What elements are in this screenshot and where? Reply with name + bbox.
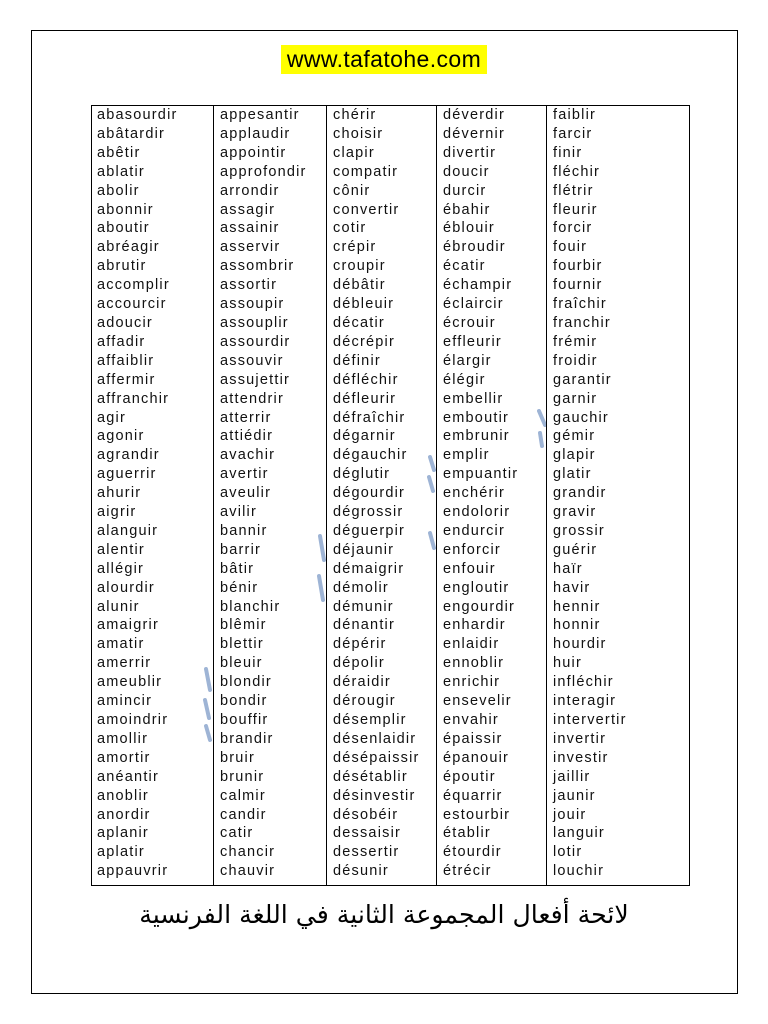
verb-cell: garnir: [553, 390, 598, 407]
verb-cell: crépir: [333, 239, 377, 256]
verb-cell: déverdir: [443, 107, 505, 123]
verb-cell: étourdir: [443, 844, 502, 861]
verb-cell: bondir: [220, 693, 268, 710]
verb-cell: cotir: [333, 220, 367, 237]
verb-cell: honnir: [553, 617, 601, 634]
verb-cell: finir: [553, 144, 583, 161]
verb-cell: aguerrir: [97, 466, 157, 483]
verb-cell: haïr: [553, 560, 583, 577]
verb-cell: abonnir: [97, 201, 154, 218]
verb-cell: endolorir: [443, 504, 511, 521]
verb-cell: affadir: [97, 333, 146, 350]
verb-cell: dévernir: [443, 125, 505, 142]
verb-cell: barrir: [220, 541, 262, 558]
verb-cell: bruir: [220, 749, 256, 766]
verb-cell: déglutir: [333, 466, 391, 483]
verb-cell: cônir: [333, 182, 371, 199]
verb-cell: applaudir: [220, 125, 291, 142]
verb-cell: jaunir: [553, 787, 596, 804]
verb-cell: époutir: [443, 768, 496, 785]
verb-column: [546, 105, 690, 886]
verb-cell: désétablir: [333, 768, 408, 785]
verb-cell: démolir: [333, 579, 389, 596]
verb-cell: compatir: [333, 163, 399, 180]
verb-cell: aplatir: [97, 844, 145, 861]
verb-cell: brandir: [220, 730, 274, 747]
verb-cell: arrondir: [220, 182, 280, 199]
verb-cell: alentir: [97, 541, 145, 558]
verb-cell: approfondir: [220, 163, 307, 180]
verb-cell: interagir: [553, 693, 617, 710]
verb-cell: abêtir: [97, 144, 141, 161]
verb-cell: hourdir: [553, 636, 607, 653]
verb-cell: bénir: [220, 579, 259, 596]
verb-cell: désemplir: [333, 712, 407, 728]
verb-cell: accourcir: [97, 296, 167, 313]
verb-cell: désépaissir: [333, 749, 420, 766]
verb-cell: abâtardir: [97, 125, 166, 142]
verb-cell: aveulir: [220, 485, 272, 502]
verb-cell: fouir: [553, 239, 588, 256]
verb-cell: croupir: [333, 258, 386, 275]
verb-cell: gauchir: [553, 409, 609, 426]
verb-cell: étrécir: [443, 863, 492, 880]
verb-cell: assoupir: [220, 296, 285, 313]
verb-cell: froidir: [553, 352, 598, 369]
verb-cell: divertir: [443, 144, 497, 161]
verb-cell: estourbir: [443, 806, 511, 823]
verb-cell: effleurir: [443, 333, 502, 350]
verb-cell: convertir: [333, 201, 400, 218]
verb-cell: adoucir: [97, 314, 153, 331]
verb-cell: grossir: [553, 522, 605, 539]
verb-cell: agonir: [97, 428, 145, 445]
verb-cell: dégrossir: [333, 504, 404, 521]
verb-cell: embrunir: [443, 428, 510, 445]
verb-cell: désenlaidir: [333, 730, 417, 747]
verb-cell: infléchir: [553, 674, 614, 691]
verb-cell: blondir: [220, 674, 272, 691]
verb-cell: enchérir: [443, 485, 505, 502]
verb-cell: désinvestir: [333, 787, 416, 804]
verb-cell: enhardir: [443, 617, 506, 634]
verb-cell: élégir: [443, 371, 486, 388]
verb-cell: durcir: [443, 182, 487, 199]
website-url: www.tafatohe.com: [286, 46, 482, 72]
verb-cell: défleurir: [333, 390, 397, 407]
verb-cell: amortir: [97, 749, 151, 766]
verb-cell: flétrir: [553, 182, 594, 199]
verb-cell: doucir: [443, 163, 490, 180]
verb-cell: ensevelir: [443, 693, 512, 710]
verb-cell: établir: [443, 825, 491, 842]
verb-cell: affermir: [97, 371, 156, 388]
verb-cell: avachir: [220, 447, 276, 464]
verb-cell: investir: [553, 749, 609, 766]
verb-cell: amerrir: [97, 655, 152, 672]
verb-cell: jaillir: [553, 768, 591, 785]
verb-cell: ennoblir: [443, 655, 505, 672]
verb-cell: chérir: [333, 107, 377, 123]
verb-cell: faiblir: [553, 107, 597, 123]
verb-cell: farcir: [553, 125, 593, 142]
verb-cell: dégarnir: [333, 428, 396, 445]
verb-cell: calmir: [220, 787, 266, 804]
verb-cell: chancir: [220, 844, 276, 861]
verb-cell: endurcir: [443, 522, 505, 539]
verb-cell: aplanir: [97, 825, 149, 842]
verb-cell: débâtir: [333, 277, 386, 294]
verb-cell: enforcir: [443, 541, 501, 558]
verb-cell: anoblir: [97, 787, 149, 804]
verb-cell: brunir: [220, 768, 265, 785]
verb-column: [91, 105, 213, 886]
verb-cell: éblouir: [443, 220, 495, 237]
verb-cell: huir: [553, 655, 582, 672]
verb-cell: fléchir: [553, 163, 601, 180]
verb-cell: enlaidir: [443, 636, 500, 653]
verb-cell: défléchir: [333, 371, 399, 388]
caption-text: لائحة أفعال المجموعة الثانية في اللغة الفرنسية: [139, 900, 629, 929]
verb-cell: lotir: [553, 844, 583, 861]
verb-cell: équarrir: [443, 787, 503, 804]
verb-cell: dérougir: [333, 693, 396, 710]
verb-cell: frémir: [553, 333, 598, 350]
verb-cell: allégir: [97, 560, 145, 577]
verb-cell: dépolir: [333, 655, 385, 672]
verb-cell: catir: [220, 825, 254, 842]
verb-cell: alourdir: [97, 579, 155, 596]
verb-cell: assortir: [220, 277, 278, 294]
verb-cell: ébroudir: [443, 239, 506, 256]
verb-cell: avilir: [220, 504, 258, 521]
verb-cell: fleurir: [553, 201, 598, 218]
verb-cell: ablatir: [97, 163, 145, 180]
verb-cell: fraîchir: [553, 296, 607, 313]
verb-cell: languir: [553, 825, 605, 842]
verb-cell: dessertir: [333, 844, 400, 861]
verb-cell: asservir: [220, 239, 281, 256]
verb-cell: anordir: [97, 806, 151, 823]
verb-cell: fournir: [553, 277, 603, 294]
verb-cell: alunir: [97, 598, 140, 615]
verb-cell: abrutir: [97, 258, 147, 275]
verb-cell: ameublir: [97, 674, 163, 691]
verb-cell: blanchir: [220, 598, 281, 615]
verb-cell: enfouir: [443, 560, 496, 577]
verb-cell: bannir: [220, 522, 268, 539]
verb-column: [213, 105, 326, 886]
verb-cell: affaiblir: [97, 352, 155, 369]
verb-cell: assouplir: [220, 314, 289, 331]
verb-cell: élargir: [443, 352, 492, 369]
verb-cell: écatir: [443, 258, 486, 275]
verb-cell: dessaisir: [333, 825, 402, 842]
verb-cell: amoindrir: [97, 712, 169, 728]
verb-cell: glapir: [553, 447, 596, 464]
verb-cell: assourdir: [220, 333, 291, 350]
verb-cell: amaigrir: [97, 617, 159, 634]
verb-cell: éclaircir: [443, 296, 504, 313]
verb-cell: havir: [553, 579, 591, 596]
verb-cell: débleuir: [333, 296, 395, 313]
verb-cell: amincir: [97, 693, 153, 710]
verb-cell: déraidir: [333, 674, 391, 691]
verb-cell: gémir: [553, 428, 596, 445]
verb-cell: abolir: [97, 182, 140, 199]
verb-cell: franchir: [553, 314, 611, 331]
verb-cell: fourbir: [553, 258, 603, 275]
verb-cell: démaigrir: [333, 560, 405, 577]
verb-cell: intervertir: [553, 712, 627, 728]
verb-cell: dépérir: [333, 636, 387, 653]
verb-cell: déguerpir: [333, 522, 406, 539]
verb-cell: écrouir: [443, 314, 496, 331]
verb-cell: emboutir: [443, 409, 510, 426]
verb-cell: blettir: [220, 636, 264, 653]
verb-cell: garantir: [553, 371, 612, 388]
verb-cell: appauvrir: [97, 863, 169, 880]
verb-cell: blêmir: [220, 617, 267, 634]
verb-cell: dégourdir: [333, 485, 406, 502]
verb-cell: démunir: [333, 598, 394, 615]
verb-cell: assombrir: [220, 258, 295, 275]
verb-cell: désobéir: [333, 806, 399, 823]
verb-cell: avertir: [220, 466, 269, 483]
verb-cell: attiédir: [220, 428, 274, 445]
verb-cell: dégauchir: [333, 447, 408, 464]
verb-cell: jouir: [553, 806, 587, 823]
verb-cell: forcir: [553, 220, 593, 237]
verb-cell: engourdir: [443, 598, 516, 615]
verb-cell: épaissir: [443, 730, 503, 747]
verb-cell: envahir: [443, 712, 499, 728]
verb-cell: guérir: [553, 541, 598, 558]
url-highlight: [281, 45, 487, 74]
verb-cell: agrandir: [97, 447, 160, 464]
verb-cell: alanguir: [97, 522, 159, 539]
verb-cell: emplir: [443, 447, 490, 464]
verb-cell: choisir: [333, 125, 384, 142]
caption: [0, 895, 768, 935]
verb-cell: définir: [333, 352, 381, 369]
verb-cell: aboutir: [97, 220, 150, 237]
verb-cell: abréagir: [97, 239, 160, 256]
verb-cell: empuantir: [443, 466, 519, 483]
verb-cell: hennir: [553, 598, 601, 615]
verb-cell: atterrir: [220, 409, 272, 426]
verb-cell: épanouir: [443, 749, 510, 766]
verb-cell: bâtir: [220, 560, 255, 577]
verb-cell: embellir: [443, 390, 504, 407]
verb-cell: appesantir: [220, 107, 300, 123]
verb-cell: assagir: [220, 201, 276, 218]
verb-cell: agir: [97, 409, 126, 426]
verb-cell: amatir: [97, 636, 145, 653]
verb-cell: assouvir: [220, 352, 284, 369]
verb-column: [326, 105, 436, 886]
verb-cell: attendrir: [220, 390, 284, 407]
verb-cell: accomplir: [97, 277, 170, 294]
verb-cell: ébahir: [443, 201, 491, 218]
verb-cell: clapir: [333, 144, 375, 161]
verb-cell: désunir: [333, 863, 389, 880]
verb-cell: dénantir: [333, 617, 395, 634]
verb-cell: décrépir: [333, 333, 395, 350]
verb-cell: ahurir: [97, 485, 142, 502]
verb-cell: chauvir: [220, 863, 276, 880]
verb-cell: invertir: [553, 730, 607, 747]
verb-cell: défraîchir: [333, 409, 406, 426]
verb-cell: engloutir: [443, 579, 510, 596]
verb-cell: louchir: [553, 863, 605, 880]
verb-cell: grandir: [553, 485, 607, 502]
verb-cell: affranchir: [97, 390, 170, 407]
verb-cell: bleuir: [220, 655, 263, 672]
verb-cell: décatir: [333, 314, 385, 331]
verb-cell: gravir: [553, 504, 597, 521]
verb-cell: amollir: [97, 730, 149, 747]
verb-cell: enrichir: [443, 674, 501, 691]
verb-cell: bouffir: [220, 712, 269, 728]
verb-cell: assujettir: [220, 371, 291, 388]
verb-cell: appointir: [220, 144, 287, 161]
verb-cell: candir: [220, 806, 267, 823]
verb-cell: abasourdir: [97, 107, 178, 123]
verb-cell: anéantir: [97, 768, 159, 785]
verb-cell: aigrir: [97, 504, 137, 521]
verb-cell: déjaunir: [333, 541, 395, 558]
verb-cell: glatir: [553, 466, 592, 483]
verb-cell: échampir: [443, 277, 513, 294]
verb-column: [436, 105, 546, 886]
verb-cell: assainir: [220, 220, 280, 237]
